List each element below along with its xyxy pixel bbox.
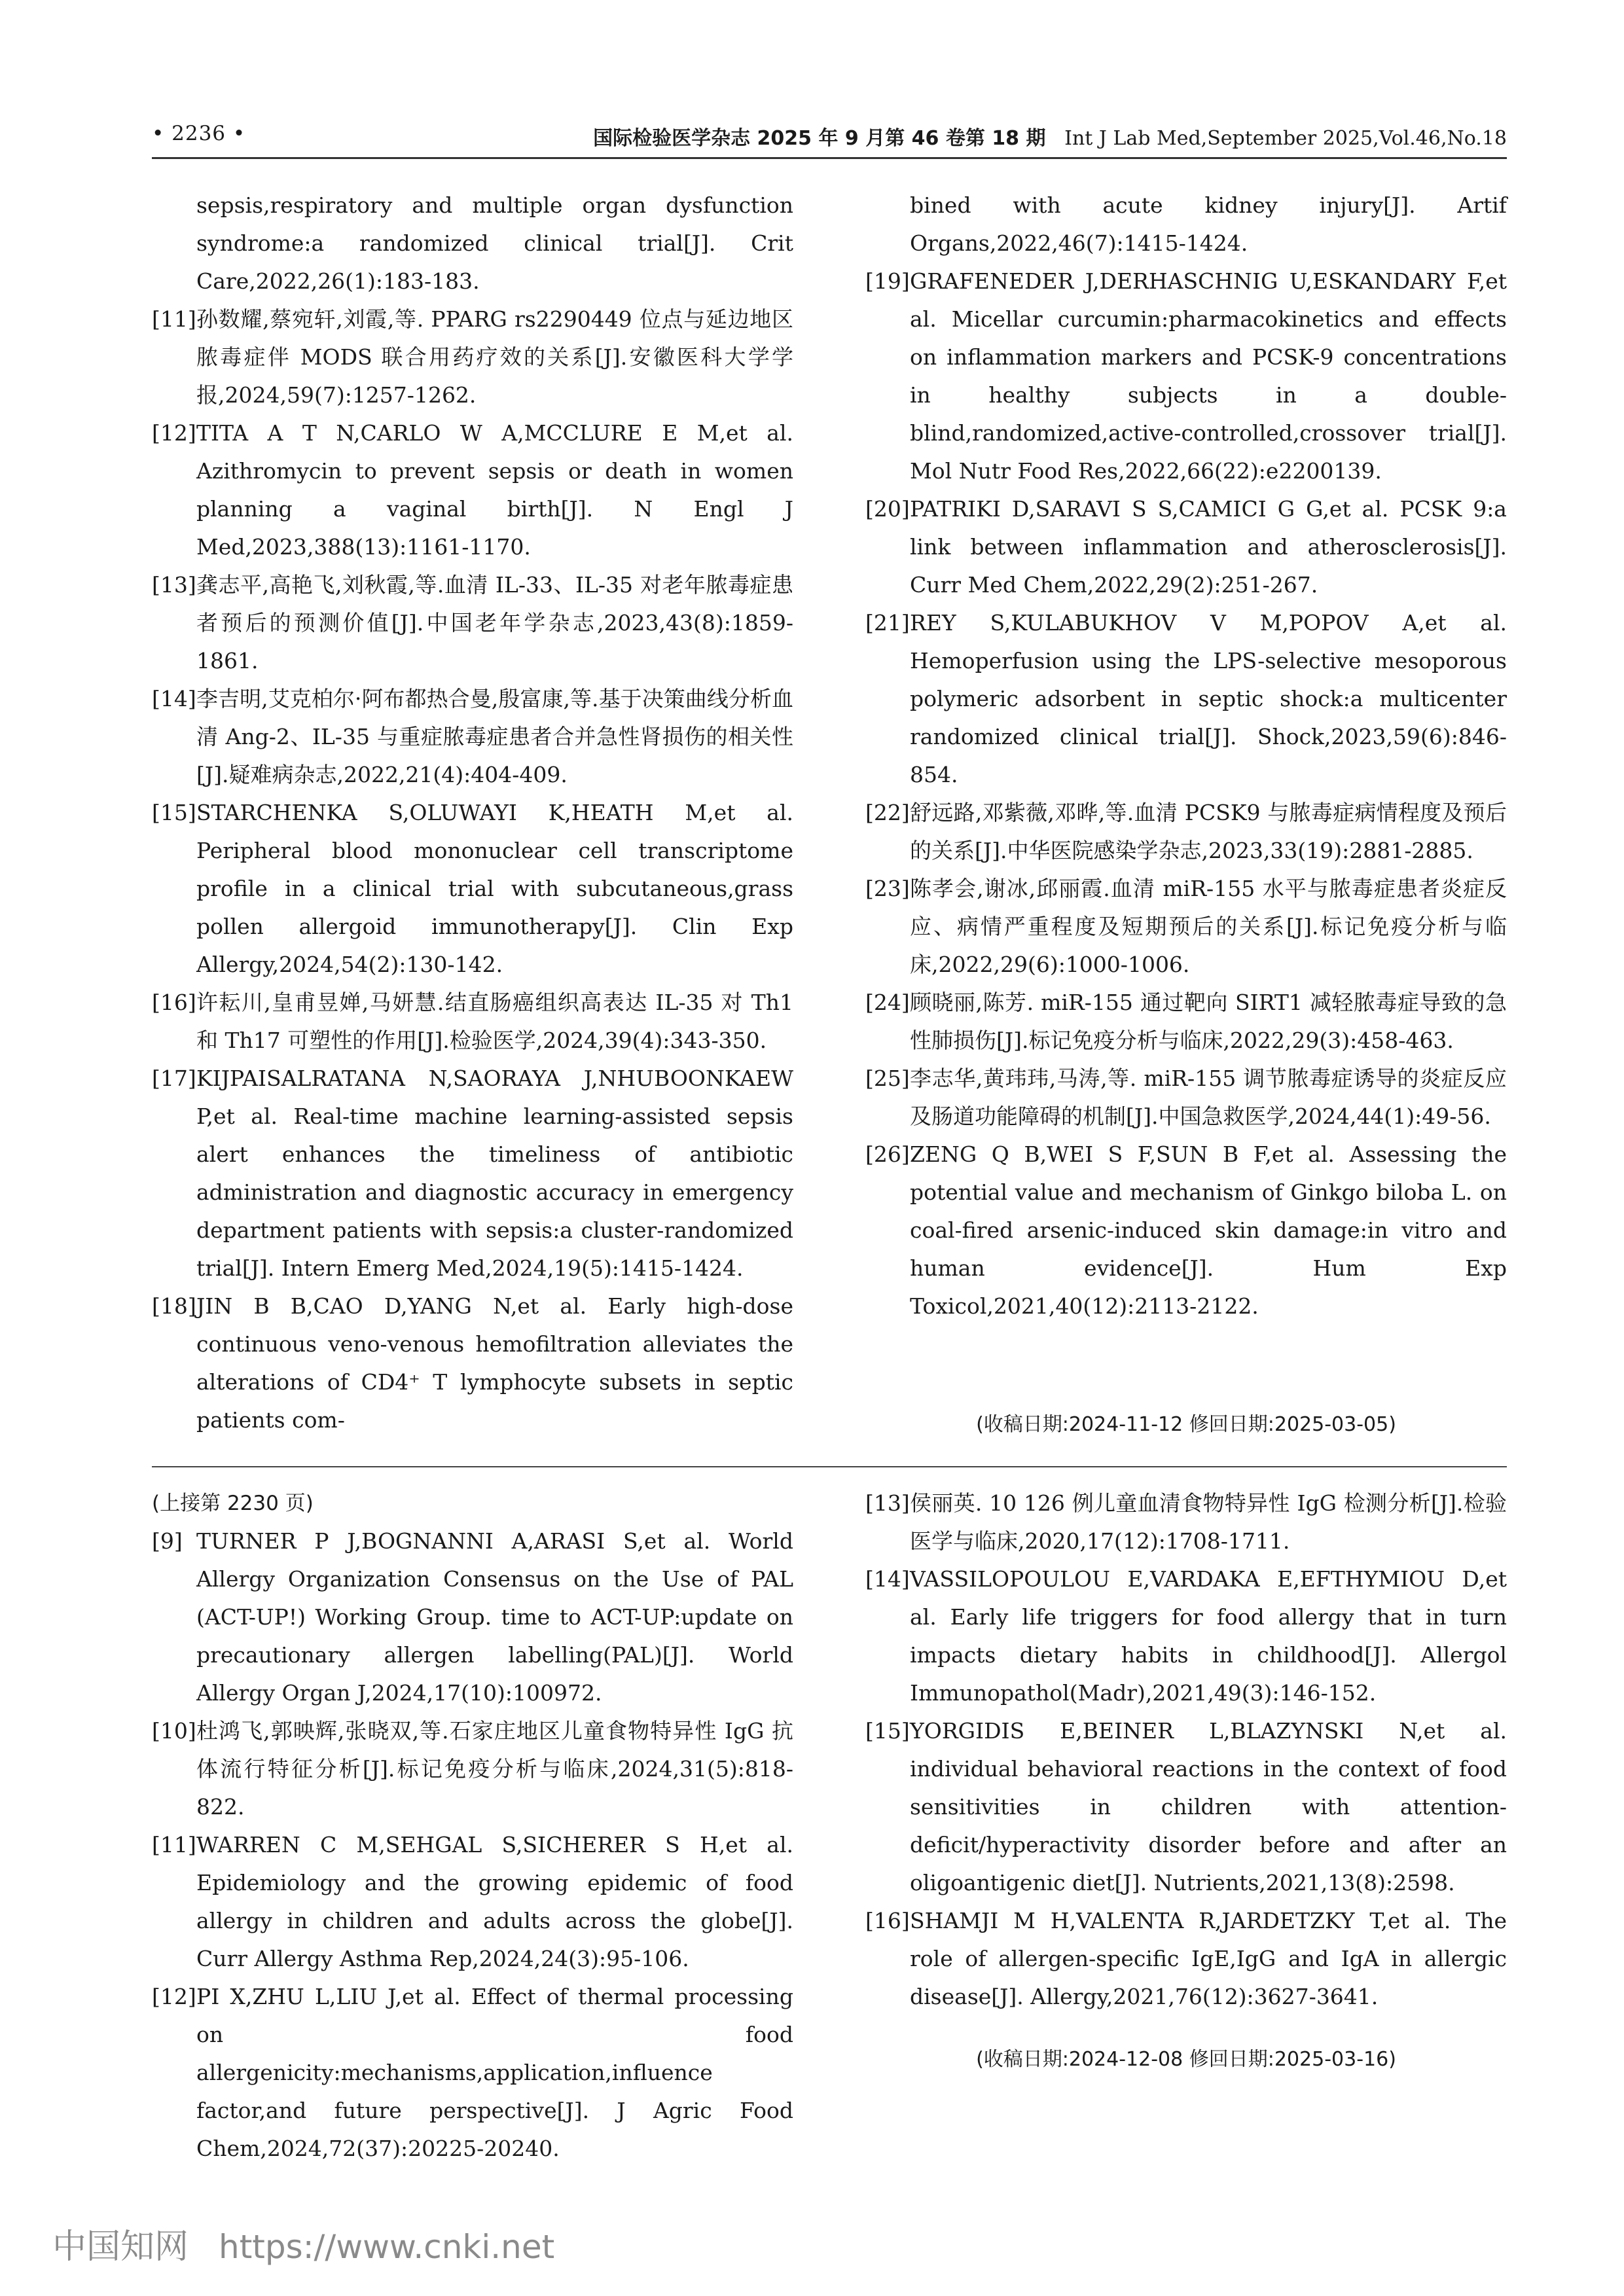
reference-number: [10] xyxy=(152,1718,196,1744)
reference-number: [17] xyxy=(152,1066,196,1091)
reference-text: YORGIDIS E,BEINER L,BLAZYNSKI N,et al. individual behavioral reactions in the context of food sensitivities in children with attention-deficit/hyperactivity disorder before and after an oligoantigenic diet[J]. Nutrients,2021,13(8):2598. xyxy=(910,1718,1507,1895)
reference-entry xyxy=(865,984,1507,1060)
reference-number: [18] xyxy=(152,1293,196,1319)
reference-entry xyxy=(152,1826,793,1978)
reference-entry xyxy=(152,984,793,1060)
reference-text: bined with acute kidney injury[J]. Artif Organs,2022,46(7):1415-1424. xyxy=(910,192,1507,256)
upper-left-column xyxy=(152,187,793,1439)
upper-received-note xyxy=(865,1406,1507,1444)
reference-entry xyxy=(152,187,793,300)
reference-entry xyxy=(152,1712,793,1826)
reference-entry xyxy=(152,1978,793,2168)
reference-entry xyxy=(152,794,793,984)
reference-text: REY S,KULABUKHOV V M,POPOV A,et al. Hemoperfusion using the LPS-selective mesoporous polymeric adsorbent in septic shock:a multicenter randomized clinical trial[J]. Shock,2023,59(6):846-854. xyxy=(910,610,1507,787)
reference-entry xyxy=(152,1287,793,1439)
reference-number: [22] xyxy=(865,800,910,825)
reference-number: [24] xyxy=(865,990,910,1015)
reference-text: 舒远路,邓紫薇,邓晔,等.血清 PCSK9 与脓毒症病情程度及预后的关系[J].中华医院感染学杂志,2023,33(19):2881-2885. xyxy=(910,800,1507,863)
reference-number: [13] xyxy=(865,1490,910,1516)
reference-entry xyxy=(865,1136,1507,1325)
reference-text: 杜鸿飞,郭映辉,张晓双,等.石家庄地区儿童食物特异性 IgG 抗体流行特征分析[J].标记免疫分析与临床,2024,31(5):818-822. xyxy=(196,1718,793,1820)
reference-text: 侯丽英. 10 126 例儿童血清食物特异性 IgG 检测分析[J].检验医学与临床,2020,17(12):1708-1711. xyxy=(910,1490,1507,1554)
reference-number: [12] xyxy=(152,1984,196,2009)
reference-text: 顾晓丽,陈芳. miR-155 通过靶向 SIRT1 减轻脓毒症导致的急性肺损伤[J].标记免疫分析与临床,2022,29(3):458-463. xyxy=(910,990,1507,1053)
cnki-watermark xyxy=(52,2219,554,2268)
reference-text: TITA A T N,CARLO W A,MCCLURE E M,et al. Azithromycin to prevent sepsis or death in women planning a vaginal birth[J]. N Engl J Med,2023,388(13):1161-1170. xyxy=(196,420,793,560)
reference-number: [11] xyxy=(152,1832,196,1857)
reference-entry xyxy=(865,1712,1507,1902)
reference-entry xyxy=(152,300,793,414)
reference-number: [12] xyxy=(152,420,196,446)
reference-number: [15] xyxy=(152,800,196,825)
header-rule xyxy=(152,157,1507,159)
reference-text: 陈孝会,谢冰,邱丽霞.血清 miR-155 水平与脓毒症患者炎症反应、病情严重程度及短期预后的关系[J].标记免疫分析与临床,2022,29(6):1000-1006. xyxy=(910,876,1507,977)
reference-text: 李吉明,艾克柏尔·阿布都热合曼,殷富康,等.基于决策曲线分析血清 Ang-2、IL-35 与重症脓毒症患者合并急性肾损伤的相关性[J].疑难病杂志,2022,21(4):404-409. xyxy=(196,686,793,787)
received-date-note: (收稿日期:2024-12-08 修回日期:2025-03-16) xyxy=(976,2048,1396,2071)
reference-text: sepsis,respiratory and multiple organ dysfunction syndrome:a randomized clinical trial[J]. Crit Care,2022,26(1):183-183. xyxy=(196,192,793,294)
reference-number: [13] xyxy=(152,572,196,598)
reference-text: 孙数耀,蔡宛轩,刘霞,等. PPARG rs2290449 位点与延边地区脓毒症伴 MODS 联合用药疗效的关系[J].安徽医科大学学报,2024,59(7):1257-1262. xyxy=(196,306,793,408)
reference-number: [11] xyxy=(152,306,196,332)
watermark-brand: 中国知网 xyxy=(52,2227,189,2267)
reference-entry xyxy=(152,680,793,794)
reference-entry xyxy=(865,262,1507,490)
reference-number: [23] xyxy=(865,876,910,901)
reference-entry xyxy=(152,1060,793,1287)
reference-entry xyxy=(865,794,1507,870)
reference-number: [9] xyxy=(152,1528,183,1554)
reference-text: JIN B B,CAO D,YANG N,et al. Early high-dose continuous veno-venous hemofiltration alleviates the alterations of CD4⁺ T lymphocyte subsets in septic patients com- xyxy=(196,1293,793,1433)
page-header xyxy=(152,122,1507,161)
reference-text: TURNER P J,BOGNANNI A,ARASI S,et al. World Allergy Organization Consensus on the Use of PAL (ACT-UP!) Working Group. time to ACT-UP:update on precautionary allergen labelling(PAL)[J]. World Allergy Organ J,2024,17(10):100972. xyxy=(196,1528,793,1706)
reference-text: STARCHENKA S,OLUWAYI K,HEATH M,et al. Peripheral blood mononuclear cell transcriptome profile in a clinical trial with subcutaneous,grass pollen allergoid immunotherapy[J]. Clin Exp Allergy,2024,54(2):130-142. xyxy=(196,800,793,977)
journal-info xyxy=(593,122,1507,151)
watermark-url: https://www.cnki.net xyxy=(219,2228,555,2266)
continued-from-label: (上接第 2230 页) xyxy=(152,1492,314,1515)
reference-number: [20] xyxy=(865,496,910,522)
reference-number: [14] xyxy=(152,686,196,711)
reference-number: [16] xyxy=(152,990,196,1015)
reference-number: [14] xyxy=(865,1566,910,1592)
lower-received-note xyxy=(865,2041,1507,2079)
page-number: • 2236 • xyxy=(152,122,246,145)
section-divider xyxy=(152,1466,1507,1467)
upper-right-column xyxy=(865,187,1507,1325)
reference-text: WARREN C M,SEHGAL S,SICHERER S H,et al. Epidemiology and the growing epidemic of food allergy in children and adults across the globe[J]. Curr Allergy Asthma Rep,2024,24(3):95-106. xyxy=(196,1832,793,1971)
reference-text: KIJPAISALRATANA N,SAORAYA J,NHUBOONKAEW P,et al. Real-time machine learning-assisted sepsis alert enhances the timeliness of antibiotic administration and diagnostic accuracy in emergency department patients with sepsis:a cluster-randomized trial[J]. Intern Emerg Med,2024,19(5):1415-1424. xyxy=(196,1066,793,1281)
reference-text: 许耘川,皇甫昱婵,马妍慧.结直肠癌组织高表达 IL-35 对 Th1 和 Th17 可塑性的作用[J].检验医学,2024,39(4):343-350. xyxy=(196,990,793,1053)
reference-entry xyxy=(865,490,1507,604)
lower-right-column xyxy=(865,1484,1507,2016)
reference-number: [19] xyxy=(865,268,910,294)
lower-left-column xyxy=(152,1484,793,2168)
journal-issue-cn: 2025 年 9 月第 46 卷第 18 期 xyxy=(750,127,1046,150)
reference-number: [26] xyxy=(865,1141,910,1167)
reference-entry xyxy=(865,1902,1507,2016)
reference-text: 李志华,黄玮玮,马涛,等. miR-155 调节脓毒症诱导的炎症反应及肠道功能障碍的机制[J].中国急救医学,2024,44(1):49-56. xyxy=(910,1066,1507,1129)
reference-entry xyxy=(865,1060,1507,1136)
reference-text: PI X,ZHU L,LIU J,et al. Effect of thermal processing on food allergenicity:mechanisms,application,influence factor,and future perspective[J]. J Agric Food Chem,2024,72(37):20225-20240. xyxy=(196,1984,793,2161)
reference-number: [25] xyxy=(865,1066,910,1091)
reference-text: 龚志平,高艳飞,刘秋霞,等.血清 IL-33、IL-35 对老年脓毒症患者预后的预测价值[J].中国老年学杂志,2023,43(8):1859-1861. xyxy=(196,572,793,673)
reference-entry xyxy=(865,604,1507,794)
reference-entry xyxy=(152,566,793,680)
reference-number: [21] xyxy=(865,610,910,636)
reference-number: [16] xyxy=(865,1908,910,1933)
reference-text: ZENG Q B,WEI S F,SUN B F,et al. Assessing the potential value and mechanism of Ginkgo biloba L. on coal-fired arsenic-induced skin damage:in vitro and human evidence[J]. Hum Exp Toxicol,2021,40(12):2113-2122. xyxy=(910,1141,1507,1319)
reference-text: PATRIKI D,SARAVI S S,CAMICI G G,et al. PCSK 9:a link between inflammation and atherosclerosis[J]. Curr Med Chem,2022,29(2):251-267. xyxy=(910,496,1507,598)
reference-text: VASSILOPOULOU E,VARDAKA E,EFTHYMIOU D,et al. Early life triggers for food allergy that in turn impacts dietary habits in childhood[J]. Allergol Immunopathol(Madr),2021,49(3):146-152. xyxy=(910,1566,1507,1706)
journal-title-cn: 国际检验医学杂志 xyxy=(593,127,751,150)
reference-entry xyxy=(152,1522,793,1712)
received-date-note: (收稿日期:2024-11-12 修回日期:2025-03-05) xyxy=(976,1413,1396,1436)
reference-entry xyxy=(865,1484,1507,1560)
reference-entry xyxy=(865,187,1507,262)
reference-text: GRAFENEDER J,DERHASCHNIG U,ESKANDARY F,et al. Micellar curcumin:pharmacokinetics and effects on inflammation markers and PCSK-9 concentrations in healthy subjects in a double-blind,randomized,active-controlled,crossover trial[J]. Mol Nutr Food Res,2022,66(22):e2200139. xyxy=(910,268,1507,484)
reference-text: SHAMJI M H,VALENTA R,JARDETZKY T,et al. The role of allergen-specific IgE,IgG and IgA in allergic disease[J]. Allergy,2021,76(12):3627-3641. xyxy=(910,1908,1507,2009)
reference-entry xyxy=(865,1560,1507,1712)
journal-title-en: Int J Lab Med,September 2025,Vol.46,No.18 xyxy=(1064,127,1507,150)
reference-entry xyxy=(152,414,793,566)
reference-entry xyxy=(865,870,1507,984)
reference-number: [15] xyxy=(865,1718,910,1744)
